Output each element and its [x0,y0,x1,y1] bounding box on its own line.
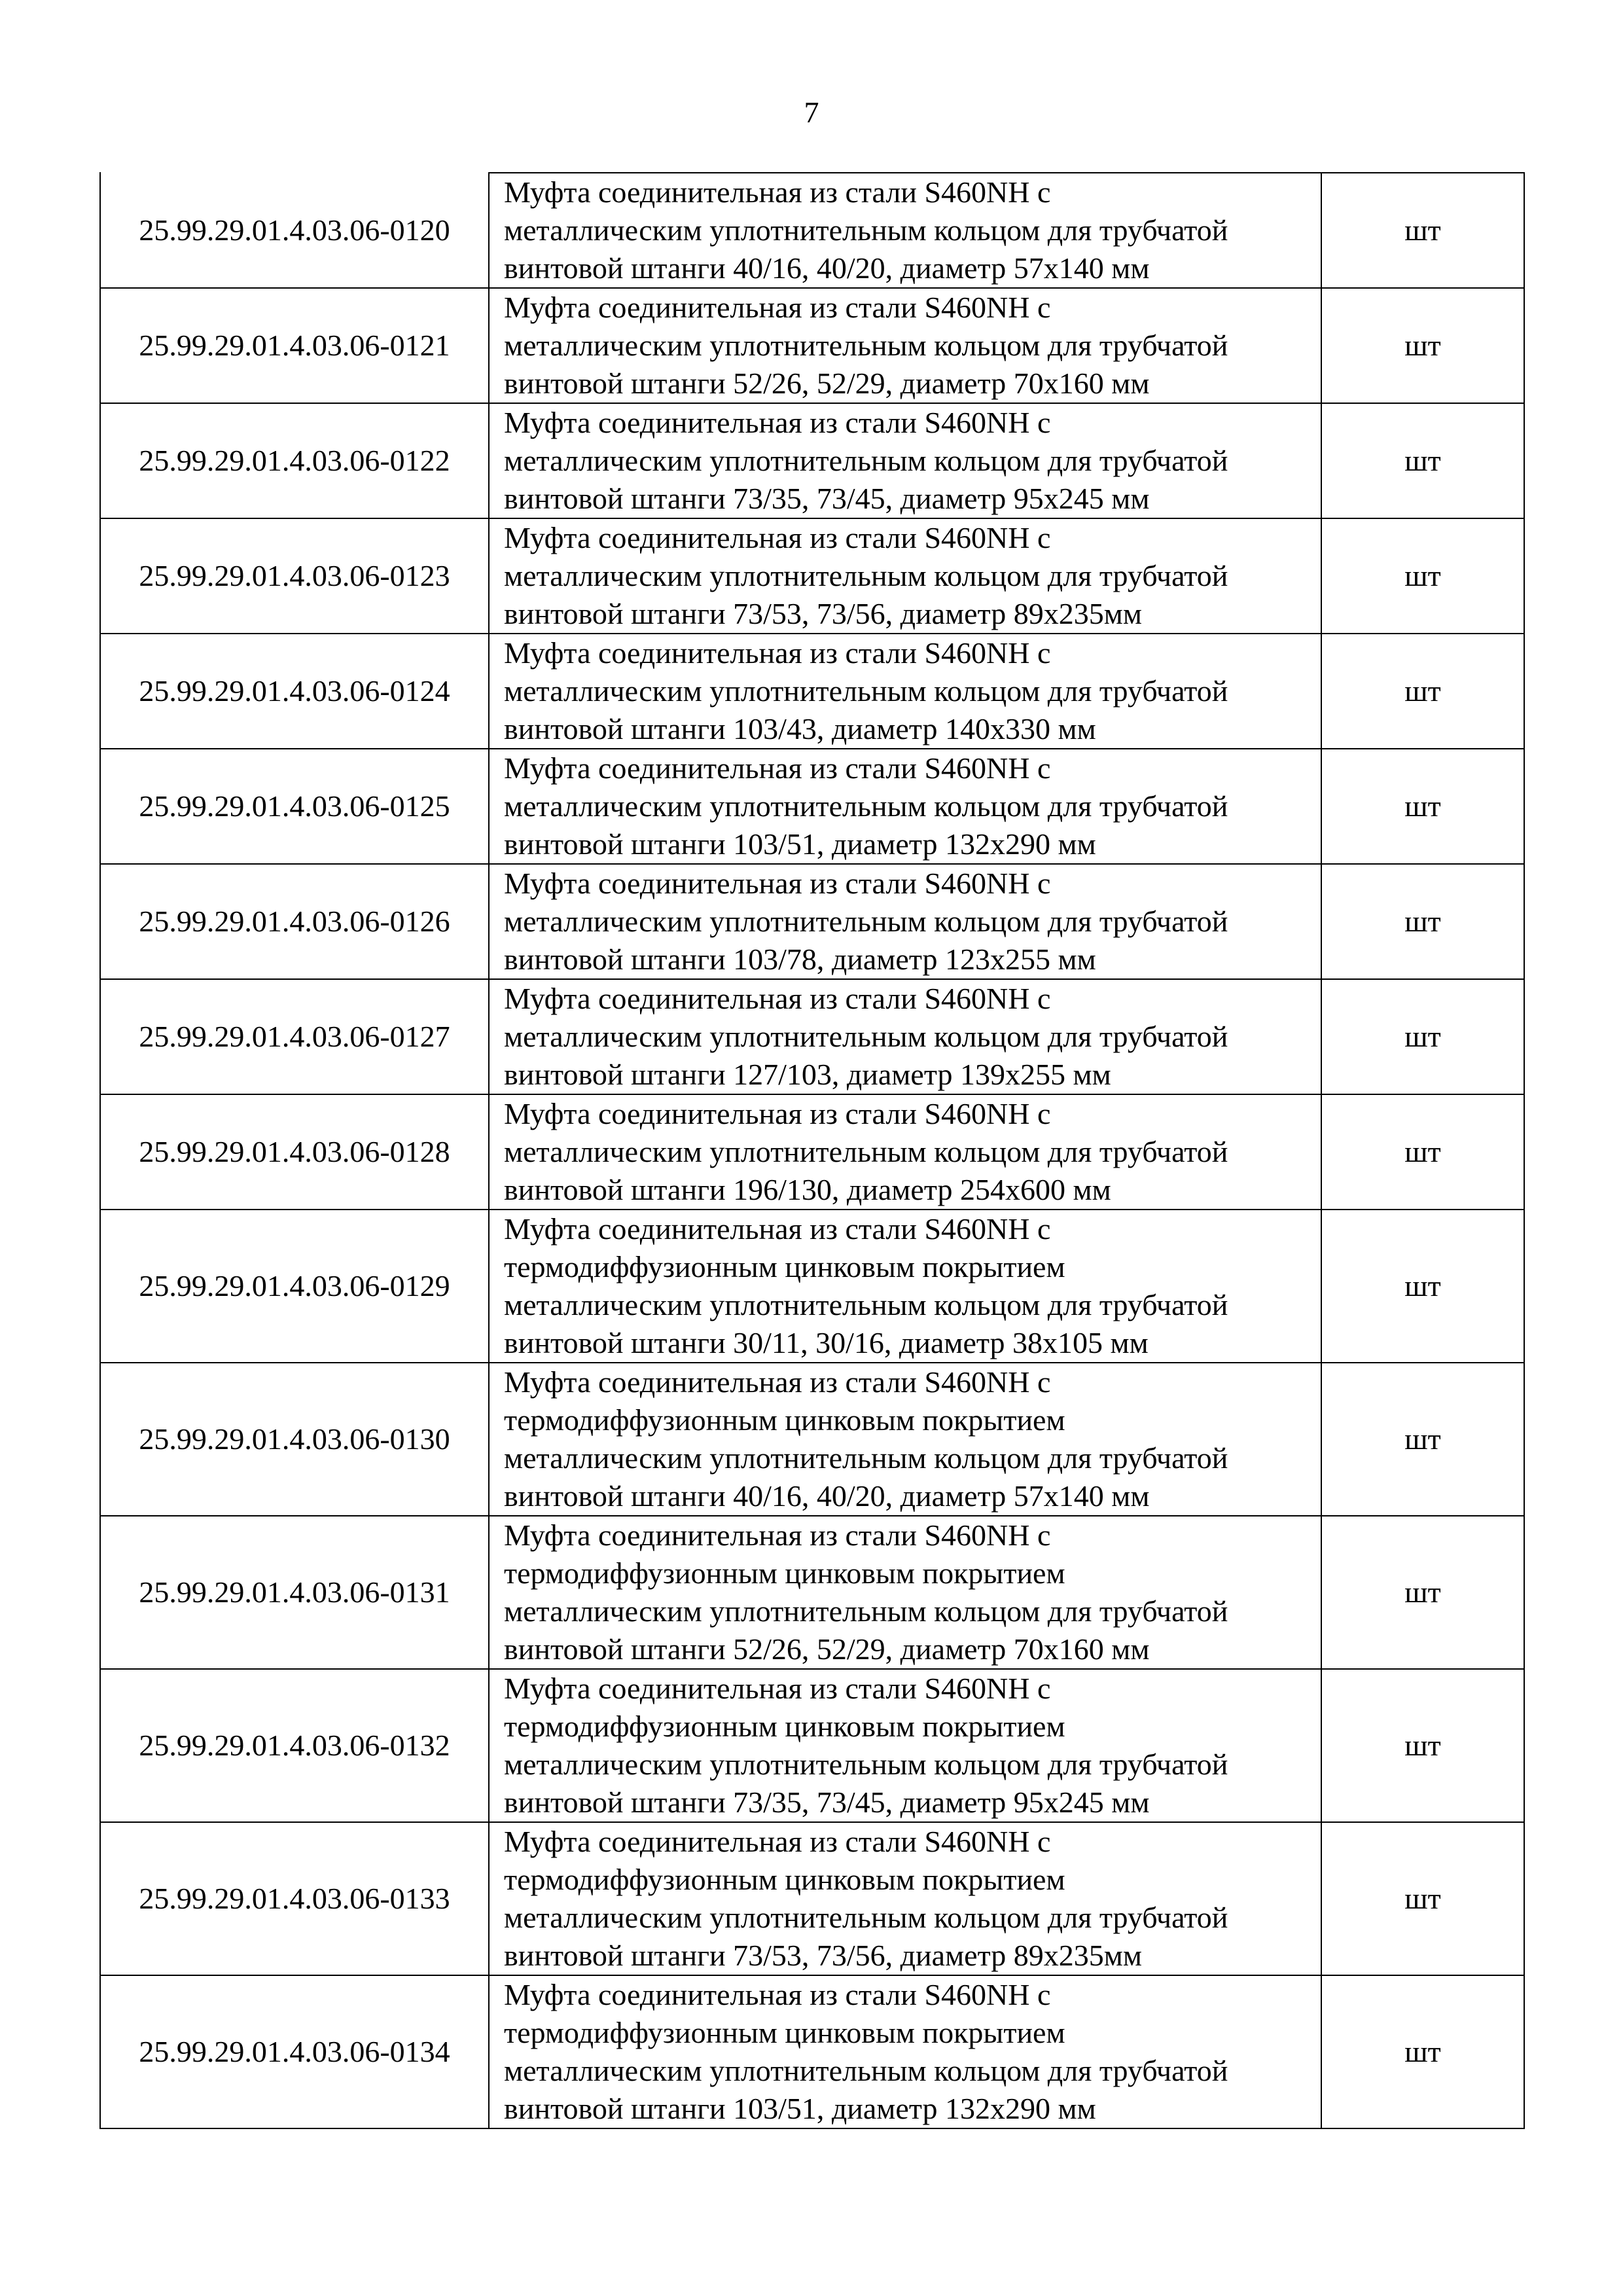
resource-code: 25.99.29.01.4.03.06-0122 [100,403,489,518]
resource-code: 25.99.29.01.4.03.06-0125 [100,749,489,864]
resource-code: 25.99.29.01.4.03.06-0134 [100,1975,489,2128]
description-line: металлическим уплотнительным кольцом для трубчатой [504,674,1228,708]
unit-of-measure: шт [1321,173,1524,288]
table-row [100,1669,1524,1822]
unit-of-measure: шт [1321,634,1524,749]
resource-description [489,1094,1321,1210]
unit-of-measure: шт [1321,979,1524,1094]
description-line: винтовой штанги 103/43, диаметр 140х330 мм [504,712,1096,745]
description-line: винтовой штанги 196/130, диаметр 254х600 мм [504,1173,1111,1206]
description-line: металлическим уплотнительным кольцом для трубчатой [504,905,1228,938]
resource-code: 25.99.29.01.4.03.06-0127 [100,979,489,1094]
description-line: винтовой штанги 30/11, 30/16, диаметр 38х105 мм [504,1326,1149,1359]
description-line: винтовой штанги 40/16, 40/20, диаметр 57х140 мм [504,251,1150,285]
description-line: термодиффузионным цинковым покрытием [504,1403,1065,1437]
unit-of-measure: шт [1321,749,1524,864]
description-line: винтовой штанги 73/35, 73/45, диаметр 95х245 мм [504,1785,1150,1819]
description-line: винтовой штанги 52/26, 52/29, диаметр 70х160 мм [504,367,1150,400]
description-line: винтовой штанги 103/51, диаметр 132х290 мм [504,827,1096,861]
description-line: винтовой штанги 73/53, 73/56, диаметр 89х235мм [504,1939,1142,1972]
table-row [100,1822,1524,1975]
unit-of-measure: шт [1321,864,1524,979]
description-line: винтовой штанги 103/51, диаметр 132х290 мм [504,2092,1096,2125]
unit-of-measure: шт [1321,1094,1524,1210]
resource-code: 25.99.29.01.4.03.06-0132 [100,1669,489,1822]
description-line: металлическим уплотнительным кольцом для трубчатой [504,329,1228,362]
resource-description [489,749,1321,864]
description-line: термодиффузионным цинковым покрытием [504,1250,1065,1283]
resource-code: 25.99.29.01.4.03.06-0121 [100,288,489,403]
resource-code: 25.99.29.01.4.03.06-0129 [100,1210,489,1363]
resource-code: 25.99.29.01.4.03.06-0123 [100,518,489,634]
description-line: винтовой штанги 103/78, диаметр 123х255 мм [504,942,1096,976]
resource-code: 25.99.29.01.4.03.06-0120 [100,173,489,288]
unit-of-measure: шт [1321,288,1524,403]
unit-of-measure: шт [1321,1363,1524,1516]
description-line: Муфта соединительная из стали S460NH с [504,636,1051,670]
unit-of-measure: шт [1321,403,1524,518]
description-line: Муфта соединительная из стали S460NH с [504,175,1051,209]
table-row [100,864,1524,979]
unit-of-measure: шт [1321,1669,1524,1822]
description-line: винтовой штанги 73/53, 73/56, диаметр 89х235мм [504,597,1142,630]
table-row [100,1516,1524,1669]
description-line: Муфта соединительная из стали S460NH с [504,1825,1051,1858]
description-line: винтовой штанги 40/16, 40/20, диаметр 57х140 мм [504,1479,1150,1513]
description-line: металлическим уплотнительным кольцом для трубчатой [504,1288,1228,1321]
resource-description [489,1516,1321,1669]
resource-description [489,1210,1321,1363]
description-line: металлическим уплотнительным кольцом для трубчатой [504,1748,1228,1781]
description-line: Муфта соединительная из стали S460NH с [504,1978,1051,2011]
resource-description [489,979,1321,1094]
table-row [100,518,1524,634]
unit-of-measure: шт [1321,1975,1524,2128]
table-row [100,1975,1524,2128]
table-row [100,403,1524,518]
description-line: винтовой штанги 52/26, 52/29, диаметр 70х160 мм [504,1632,1150,1666]
description-line: термодиффузионным цинковым покрытием [504,1556,1065,1590]
description-line: металлическим уплотнительным кольцом для трубчатой [504,1901,1228,1934]
description-line: Муфта соединительная из стали S460NH с [504,1097,1051,1130]
catalog-table [99,172,1525,2129]
description-line: винтовой штанги 127/103, диаметр 139х255 мм [504,1058,1111,1091]
table-row [100,749,1524,864]
description-line: металлическим уплотнительным кольцом для трубчатой [504,1441,1228,1475]
unit-of-measure: шт [1321,518,1524,634]
resource-description [489,403,1321,518]
table-row [100,173,1524,288]
description-line: металлическим уплотнительным кольцом для трубчатой [504,444,1228,477]
description-line: винтовой штанги 73/35, 73/45, диаметр 95х245 мм [504,482,1150,515]
resource-description [489,173,1321,288]
table-row [100,288,1524,403]
resource-description [489,1363,1321,1516]
resource-code: 25.99.29.01.4.03.06-0124 [100,634,489,749]
resource-description [489,864,1321,979]
description-line: Муфта соединительная из стали S460NH с [504,982,1051,1015]
resource-description [489,1975,1321,2128]
description-line: Муфта соединительная из стали S460NH с [504,1672,1051,1705]
description-line: термодиффузионным цинковым покрытием [504,2016,1065,2049]
description-line: металлическим уплотнительным кольцом для трубчатой [504,213,1228,247]
description-line: металлическим уплотнительным кольцом для трубчатой [504,1020,1228,1053]
page-number: 7 [804,96,819,129]
resource-description [489,518,1321,634]
unit-of-measure: шт [1321,1822,1524,1975]
catalog-table-body [100,173,1524,2128]
table-row [100,1094,1524,1210]
resource-code: 25.99.29.01.4.03.06-0126 [100,864,489,979]
resource-description [489,1822,1321,1975]
description-line: металлическим уплотнительным кольцом для трубчатой [504,2054,1228,2087]
unit-of-measure: шт [1321,1516,1524,1669]
table-row [100,979,1524,1094]
description-line: металлическим уплотнительным кольцом для трубчатой [504,559,1228,592]
resource-code: 25.99.29.01.4.03.06-0128 [100,1094,489,1210]
description-line: металлическим уплотнительным кольцом для трубчатой [504,1594,1228,1628]
description-line: металлическим уплотнительным кольцом для трубчатой [504,789,1228,823]
resource-code: 25.99.29.01.4.03.06-0133 [100,1822,489,1975]
description-line: Муфта соединительная из стали S460NH с [504,521,1051,554]
resource-description [489,1669,1321,1822]
table-row [100,634,1524,749]
description-line: Муфта соединительная из стали S460NH с [504,1518,1051,1552]
description-line: Муфта соединительная из стали S460NH с [504,291,1051,324]
description-line: термодиффузионным цинковым покрытием [504,1710,1065,1743]
description-line: Муфта соединительная из стали S460NH с [504,751,1051,785]
unit-of-measure: шт [1321,1210,1524,1363]
description-line: Муфта соединительная из стали S460NH с [504,1212,1051,1246]
resource-description [489,634,1321,749]
description-line: термодиффузионным цинковым покрытием [504,1863,1065,1896]
resource-code: 25.99.29.01.4.03.06-0131 [100,1516,489,1669]
description-line: Муфта соединительная из стали S460NH с [504,406,1051,439]
table-row [100,1210,1524,1363]
resource-code: 25.99.29.01.4.03.06-0130 [100,1363,489,1516]
table-row [100,1363,1524,1516]
resource-description [489,288,1321,403]
description-line: Муфта соединительная из стали S460NH с [504,1365,1051,1399]
description-line: Муфта соединительная из стали S460NH с [504,867,1051,900]
description-line: металлическим уплотнительным кольцом для трубчатой [504,1135,1228,1168]
